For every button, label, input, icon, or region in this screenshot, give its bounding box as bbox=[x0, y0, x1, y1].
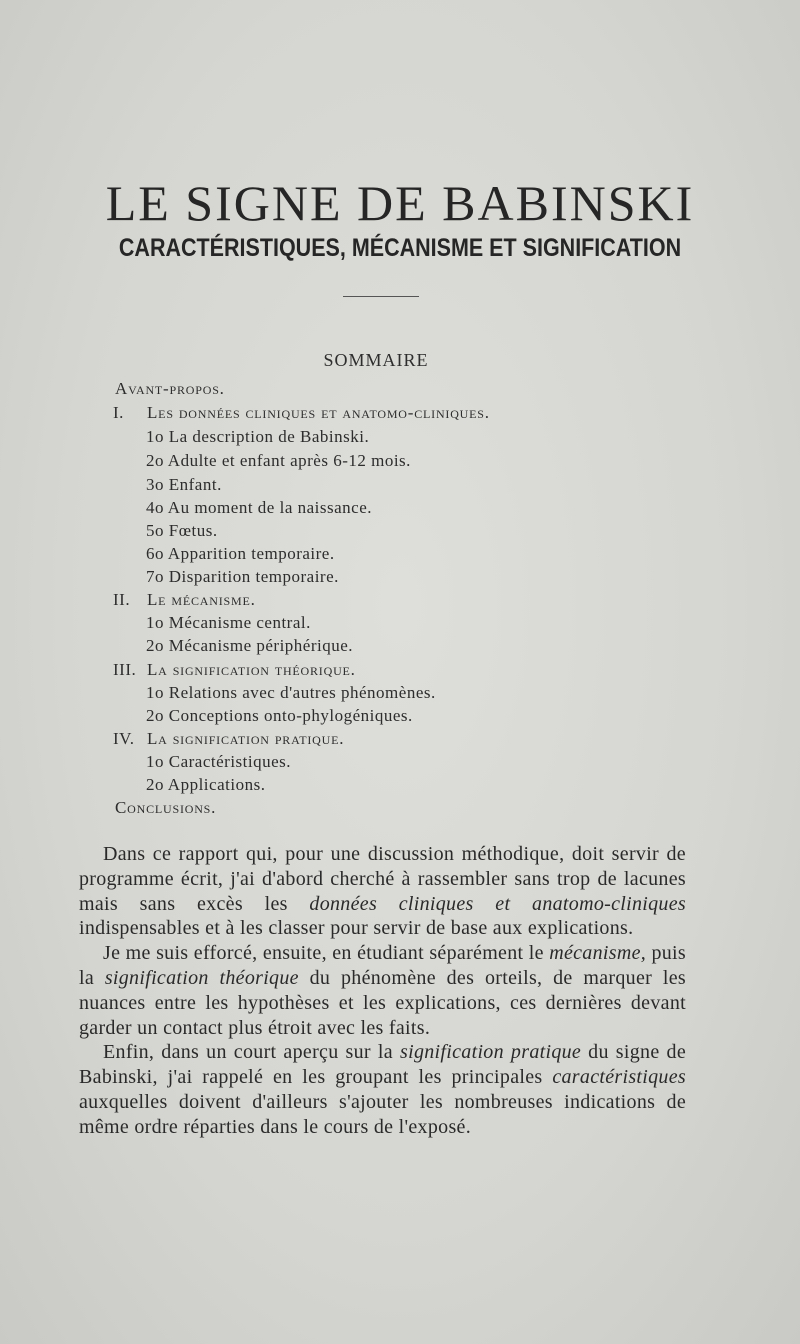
toc-section-4 bbox=[113, 727, 344, 750]
page-title: LE SIGNE DE BABINSKI bbox=[105, 175, 695, 231]
emphasis: caractéristiques bbox=[552, 1066, 686, 1089]
paragraph-2 bbox=[79, 941, 686, 1040]
text-run: puis la bbox=[79, 942, 686, 989]
paragraph-3 bbox=[79, 1040, 686, 1139]
toc-section-title: Les données cliniques et anatomo-cliniques. bbox=[147, 403, 490, 422]
toc-item: 5o Fœtus. bbox=[146, 521, 218, 540]
text-run: indispensables et à les classer pour servir de base aux explications. bbox=[79, 917, 634, 940]
toc-item: 1o Relations avec d'autres phénomènes. bbox=[146, 683, 436, 702]
title-divider bbox=[343, 296, 419, 297]
toc-section-title: Le mécanisme. bbox=[147, 590, 256, 609]
toc-item: 6o Apparition temporaire. bbox=[146, 544, 335, 563]
toc-item: 7o Disparition temporaire. bbox=[146, 567, 339, 586]
body-text bbox=[79, 842, 686, 1140]
page-subtitle: CARACTÉRISTIQUES, MÉCANISME ET SIGNIFICATION bbox=[118, 234, 682, 262]
toc-item: 4o Au moment de la naissance. bbox=[146, 498, 373, 517]
text-run: du signe de Babinski, j'ai rappelé en les groupant les principales bbox=[79, 1041, 687, 1089]
toc-section-number: III. bbox=[113, 660, 137, 679]
text-run: Enfin, dans un court aperçu sur la bbox=[103, 1041, 400, 1064]
toc-item: 2o Adulte et enfant après 6-12 mois. bbox=[146, 451, 411, 470]
emphasis: mécanisme, bbox=[549, 942, 647, 965]
toc-section-title: La signification pratique. bbox=[147, 729, 345, 748]
toc-item: 3o Enfant. bbox=[146, 475, 222, 494]
toc-section-1 bbox=[113, 401, 490, 424]
toc-section-2 bbox=[113, 588, 256, 611]
paragraph-1 bbox=[79, 842, 686, 941]
toc-item: 2o Applications. bbox=[146, 775, 266, 794]
toc-section-3 bbox=[113, 658, 356, 681]
text-run: Dans ce rapport qui, pour une discussion méthodique, doit servir de programme écrit, j'ai d'abord cherché à rassembler sans trop de lacunes mais sans excès les bbox=[79, 843, 686, 915]
toc-section-number: I. bbox=[113, 403, 124, 422]
toc-item: 2o Mécanisme périphérique. bbox=[146, 636, 354, 655]
toc-section-number: II. bbox=[113, 590, 131, 609]
text-run: auxquelles doivent d'ailleurs s'ajouter les nombreuses indications de même ordre réparties dans le cours de l'exposé. bbox=[79, 1090, 686, 1138]
emphasis: signification théorique bbox=[104, 966, 299, 989]
text-run: du phénomène des orteils, de marquer les nuances entre les hypothèses et les explications, ces dernières devant garder un contact plus étroit avec les faits. bbox=[79, 966, 686, 1039]
toc-avant-propos: Avant-propos. bbox=[115, 379, 225, 398]
toc-section-number: IV. bbox=[113, 729, 135, 748]
emphasis: données cliniques et anatomo-cliniques bbox=[309, 892, 686, 915]
toc-item: 1o La description de Babinski. bbox=[146, 427, 370, 446]
toc-conclusions: Conclusions. bbox=[115, 798, 217, 817]
toc-item: 1o Caractéristiques. bbox=[146, 752, 292, 771]
toc-item: 2o Conceptions onto-phylogéniques. bbox=[146, 706, 413, 725]
toc-item: 1o Mécanisme central. bbox=[146, 613, 311, 632]
emphasis: signification pratique bbox=[400, 1041, 582, 1064]
toc-section-title: La signification théorique. bbox=[147, 660, 356, 679]
sommaire-heading: SOMMAIRE bbox=[323, 350, 429, 370]
text-run: Je me suis efforcé, ensuite, en étudiant séparément le bbox=[103, 942, 550, 965]
